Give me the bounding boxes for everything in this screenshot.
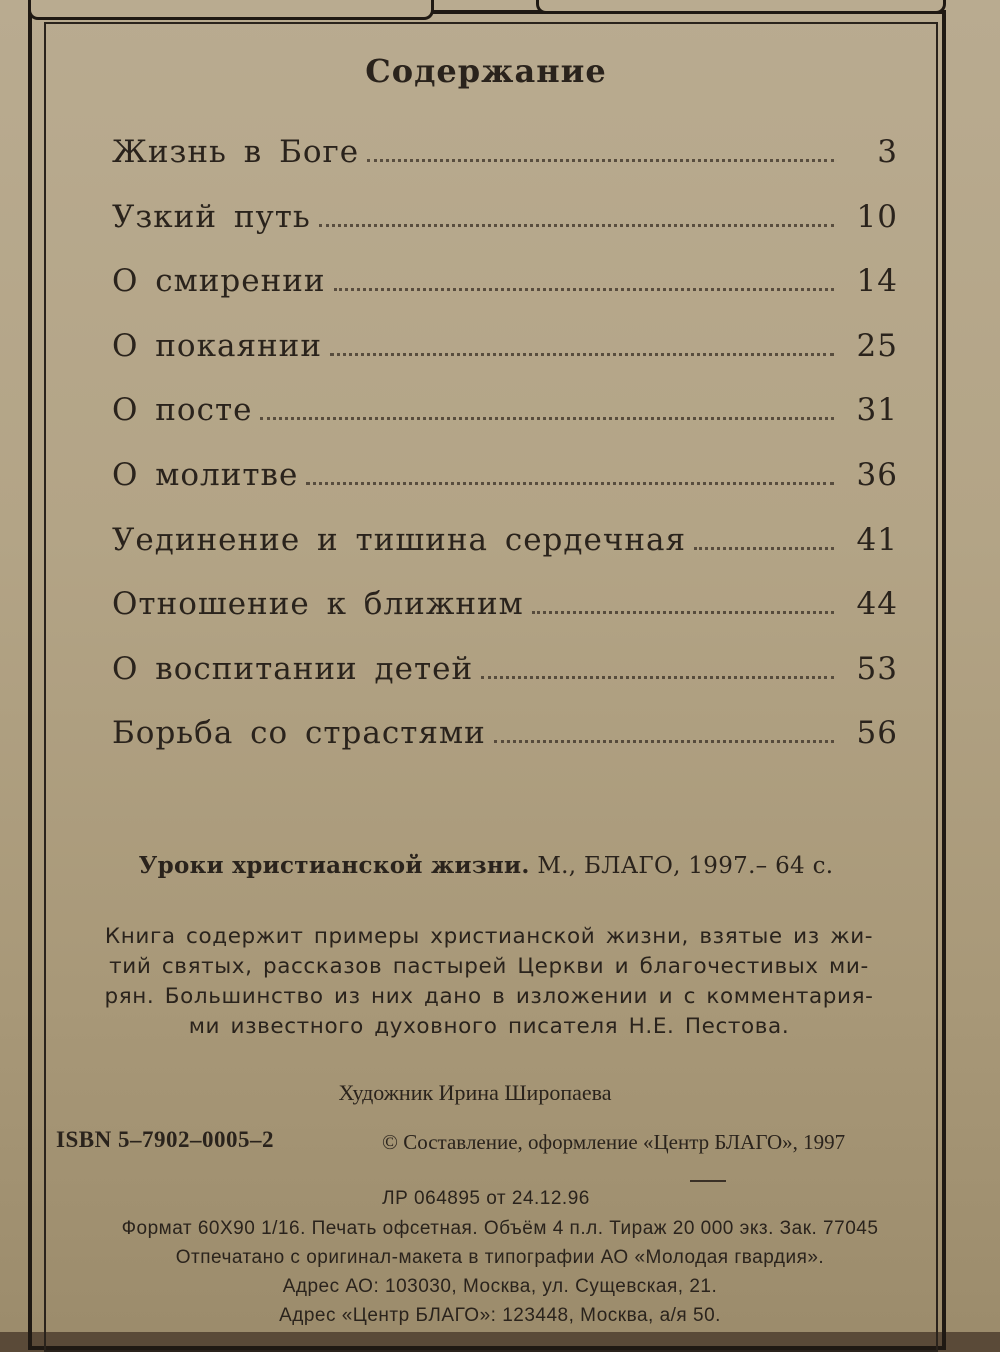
toc-entry	[112, 522, 898, 587]
toc-entry-page: 56	[856, 715, 898, 752]
artist-credit: Художник Ирина Широпаева	[338, 1080, 612, 1105]
toc-entry-page: 3	[877, 134, 898, 170]
toc-entry	[112, 134, 898, 199]
imprint-line: Адрес «Центр БЛАГО»: 123448, Москва, а/я 50.	[279, 1305, 721, 1326]
imprint-line: Формат 60Х90 1/16. Печать офсетная. Объём 4 п.л. Тираж 20 000 экз. Зак. 77045	[121, 1218, 879, 1239]
toc-entry-title: Борьба со страстями	[112, 715, 486, 752]
toc-entry-title: Отношение к ближним	[112, 586, 524, 623]
frame-tab-right	[536, 0, 946, 14]
isbn-number: ISBN 5–7902–0005–2	[56, 1127, 274, 1152]
dot-leader	[494, 739, 834, 743]
toc-entry-title: О воспитании детей	[112, 650, 474, 687]
annotation-line: рян. Большинство из них дано в изложении и с комментария-	[104, 984, 874, 1009]
toc-entry-page: 31	[856, 392, 898, 429]
toc-entry-page: 25	[856, 327, 898, 364]
imprint-line: Адрес АО: 103030, Москва, ул. Сущевская, 21.	[282, 1276, 718, 1297]
annotation-line: тий святых, рассказов пастырей Церкви и благочестивых ми-	[109, 954, 869, 979]
toc-entry-title: О покаянии	[112, 327, 322, 364]
toc-entry-page: 10	[856, 198, 898, 235]
print-imprint	[60, 1214, 940, 1330]
dot-leader	[367, 158, 834, 162]
dot-leader	[334, 287, 834, 291]
citation-publication-details: М., БЛАГО, 1997.– 64 с.	[537, 853, 834, 879]
toc-entry-title: Узкий путь	[112, 198, 311, 235]
dot-leader	[260, 416, 834, 420]
toc-entry-page: 53	[856, 650, 898, 687]
toc-entry	[112, 651, 898, 716]
contents-heading: Содержание	[365, 52, 607, 90]
toc-entry	[112, 199, 898, 264]
book-annotation	[72, 922, 906, 1042]
toc-entry-title: Уединение и тишина сердечная	[112, 521, 687, 558]
toc-entry	[112, 392, 898, 457]
toc-entry	[112, 457, 898, 522]
toc-entry-page: 36	[856, 456, 898, 493]
dot-leader	[330, 352, 834, 356]
imprint-line: Отпечатано с оригинал-макета в типографии АО «Молодая гвардия».	[175, 1247, 825, 1268]
toc-entry-title: О посте	[112, 392, 253, 429]
toc-entry-title: О смирении	[112, 263, 326, 300]
toc-entry	[112, 586, 898, 651]
frame-tab-left	[28, 0, 434, 20]
toc-entry	[112, 328, 898, 393]
citation-book-title: Уроки христианской жизни.	[138, 852, 530, 879]
decorative-dash	[690, 1180, 726, 1182]
dot-leader	[532, 610, 834, 614]
toc-entry	[112, 263, 898, 328]
toc-entry-title: О молитве	[112, 456, 299, 493]
toc-entry-title: Жизнь в Боге	[112, 134, 360, 170]
copyright-notice: © Составление, оформление «Центр БЛАГО», 1997	[382, 1130, 846, 1154]
license-number: ЛР 064895 от 24.12.96	[382, 1188, 590, 1209]
dot-leader	[319, 223, 834, 227]
dot-leader	[481, 675, 834, 679]
dot-leader	[306, 481, 834, 485]
toc-entry-page: 41	[856, 521, 898, 558]
dot-leader	[694, 546, 834, 550]
toc-entry-page: 14	[856, 263, 898, 300]
toc-entry-page: 44	[856, 586, 898, 623]
annotation-line: ми известного духовного писателя Н.Е. Пестова.	[188, 1014, 790, 1039]
table-of-contents	[112, 134, 898, 780]
toc-entry	[112, 715, 898, 780]
annotation-line: Книга содержит примеры христианской жизни, взятые из жи-	[104, 924, 874, 949]
bibliographic-citation	[0, 852, 972, 879]
